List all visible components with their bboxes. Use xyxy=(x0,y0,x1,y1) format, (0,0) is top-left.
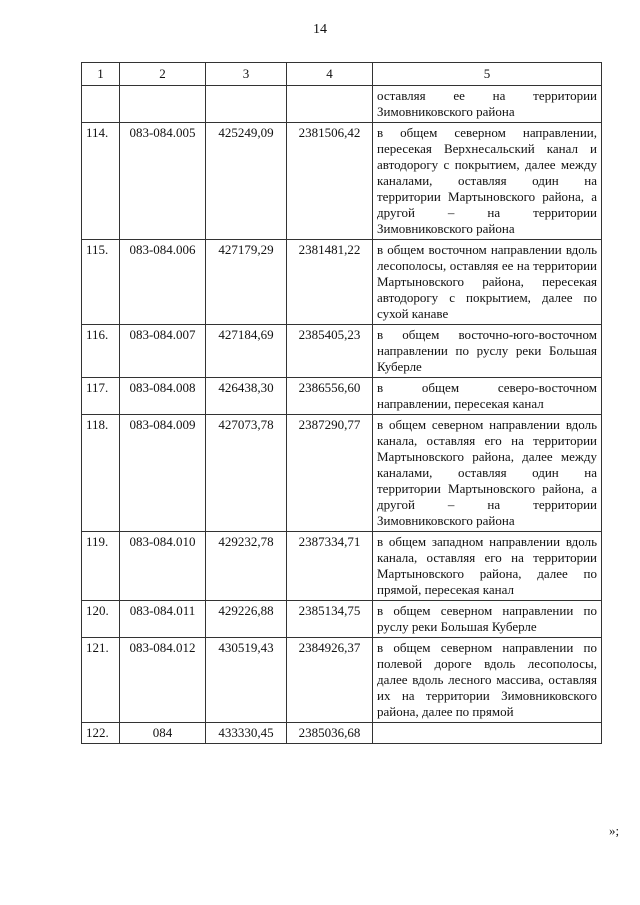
cell-desc: в общем северном направлении по полевой дороге вдоль лесополосы, далее вдоль лесного массива, оставляя их на территории Зимовниковского района, далее по прямой xyxy=(373,638,602,723)
cell-y: 2387290,77 xyxy=(287,415,373,532)
cell-desc: в общем северном направлении вдоль канала, оставляя его на территории Мартыновского района, далее между каналами, оставляя один на территории Мартыновского района, а другой – на территории Зимовниковского района xyxy=(373,415,602,532)
table-header-row xyxy=(82,63,602,86)
cell-x: 429232,78 xyxy=(206,532,287,601)
cell-y: 2385405,23 xyxy=(287,325,373,378)
table-row xyxy=(82,723,602,744)
cell-desc: в общем северо-восточном направлении, пересекая канал xyxy=(373,378,602,415)
cell-num: 120. xyxy=(82,601,120,638)
cell-desc: в общем восточном направлении вдоль лесополосы, оставляя ее на территории Мартыновского района, пересекая автодорогу с покрытием, далее по сухой канаве xyxy=(373,240,602,325)
cell-num: 118. xyxy=(82,415,120,532)
cell-x: 433330,45 xyxy=(206,723,287,744)
boundary-points-table xyxy=(81,62,602,744)
cell-desc xyxy=(373,723,602,744)
cell-num: 115. xyxy=(82,240,120,325)
cell-code: 083-084.007 xyxy=(120,325,206,378)
column-header: 4 xyxy=(287,63,373,86)
cell-num: 119. xyxy=(82,532,120,601)
cell-num: 114. xyxy=(82,123,120,240)
cell-code xyxy=(120,86,206,123)
cell-x: 425249,09 xyxy=(206,123,287,240)
cell-desc: оставляя ее на территории Зимовниковского района xyxy=(373,86,602,123)
table-row xyxy=(82,601,602,638)
cell-x xyxy=(206,86,287,123)
cell-num: 122. xyxy=(82,723,120,744)
cell-code: 083-084.008 xyxy=(120,378,206,415)
table-row xyxy=(82,240,602,325)
cell-desc: в общем северном направлении, пересекая Верхнесальский канал и автодорогу с покрытием, далее между каналами, оставляя один на территории Мартыновского района, а другой – на территории Зимовниковского района xyxy=(373,123,602,240)
cell-code: 083-084.012 xyxy=(120,638,206,723)
table-row xyxy=(82,532,602,601)
table-row xyxy=(82,638,602,723)
table-row xyxy=(82,378,602,415)
cell-code: 083-084.005 xyxy=(120,123,206,240)
column-header: 3 xyxy=(206,63,287,86)
cell-x: 430519,43 xyxy=(206,638,287,723)
column-header: 5 xyxy=(373,63,602,86)
cell-code: 083-084.011 xyxy=(120,601,206,638)
cell-desc: в общем восточно-юго-восточном направлении по руслу реки Большая Куберле xyxy=(373,325,602,378)
cell-y xyxy=(287,86,373,123)
cell-y: 2385036,68 xyxy=(287,723,373,744)
cell-y: 2381506,42 xyxy=(287,123,373,240)
table-row xyxy=(82,415,602,532)
cell-num xyxy=(82,86,120,123)
column-header: 1 xyxy=(82,63,120,86)
cell-x: 427184,69 xyxy=(206,325,287,378)
column-header: 2 xyxy=(120,63,206,86)
table-row xyxy=(82,86,602,123)
cell-y: 2386556,60 xyxy=(287,378,373,415)
cell-x: 426438,30 xyxy=(206,378,287,415)
cell-desc: в общем западном направлении вдоль канала, оставляя его на территории Мартыновского района, далее по прямой, пересекая канал xyxy=(373,532,602,601)
cell-y: 2385134,75 xyxy=(287,601,373,638)
cell-y: 2381481,22 xyxy=(287,240,373,325)
cell-code: 083-084.010 xyxy=(120,532,206,601)
cell-x: 427179,29 xyxy=(206,240,287,325)
cell-num: 121. xyxy=(82,638,120,723)
table-row xyxy=(82,325,602,378)
cell-desc: в общем северном направлении по руслу реки Большая Куберле xyxy=(373,601,602,638)
cell-code: 083-084.006 xyxy=(120,240,206,325)
cell-code: 084 xyxy=(120,723,206,744)
cell-x: 427073,78 xyxy=(206,415,287,532)
cell-num: 117. xyxy=(82,378,120,415)
closing-quote-mark: »; xyxy=(609,823,620,838)
table-row xyxy=(82,123,602,240)
page-number: 14 xyxy=(313,22,327,37)
cell-y: 2387334,71 xyxy=(287,532,373,601)
cell-y: 2384926,37 xyxy=(287,638,373,723)
cell-num: 116. xyxy=(82,325,120,378)
cell-code: 083-084.009 xyxy=(120,415,206,532)
cell-x: 429226,88 xyxy=(206,601,287,638)
